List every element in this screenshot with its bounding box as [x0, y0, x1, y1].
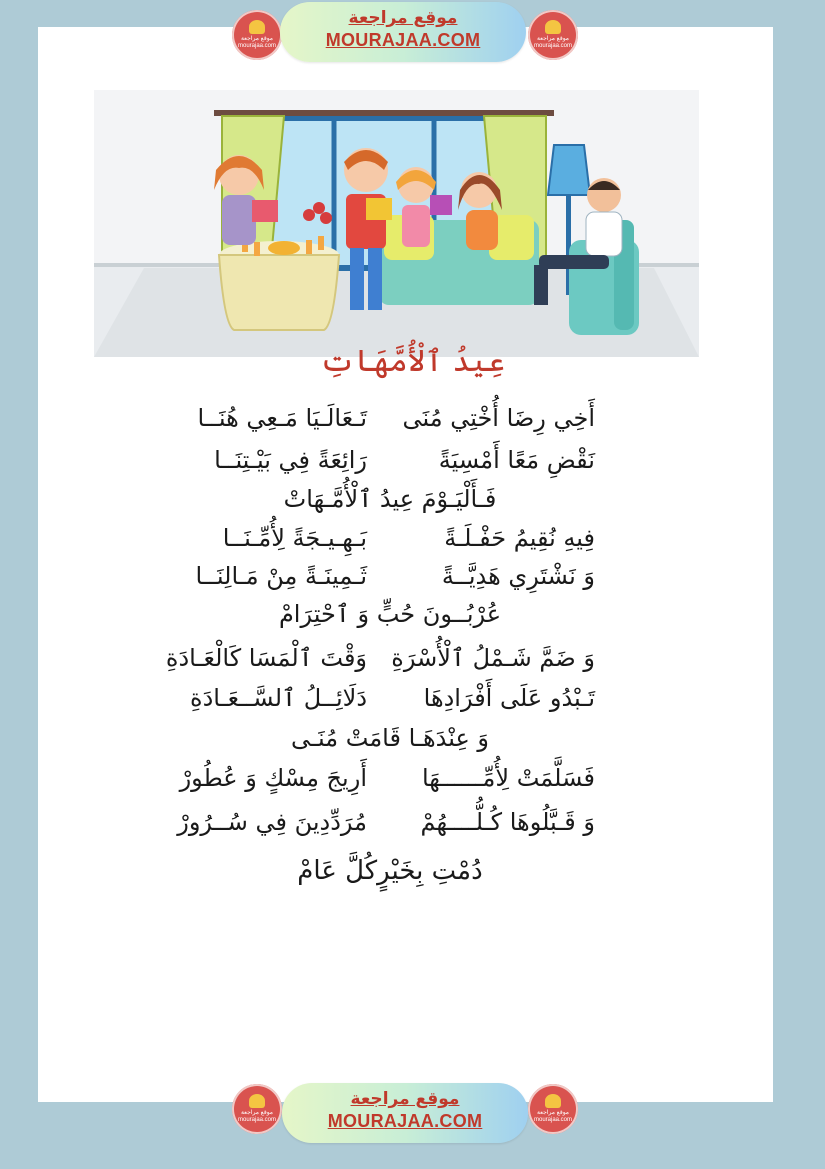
- verse-right: نَقْضِ مَعًا أَمْسِيَةً: [438, 446, 595, 474]
- site-logo-badge: [232, 10, 282, 60]
- verse-right: تَـبْدُو عَلَى أَفْرَادِهَا: [423, 684, 595, 712]
- site-banner-bottom[interactable]: [282, 1083, 528, 1143]
- badge-caption-ar: موقع مراجعة: [536, 36, 570, 42]
- verse-right: فَسَلَّمَتْ لِأُمِّــــــهَا: [421, 764, 595, 792]
- site-banner-top[interactable]: [280, 2, 526, 62]
- verse-refrain: دُمْتِ بِخَيْرٍكُلَّ عَامْ: [297, 856, 483, 886]
- badge-caption-ar: موقع مراجعة: [240, 36, 274, 42]
- verse-left: بَـهِـيـجَةً لِأُمِّـنَــا: [222, 524, 367, 552]
- book-icon: [545, 1094, 561, 1108]
- banner-arabic: موقع مراجعة: [348, 8, 458, 28]
- badge-caption-ar: موقع مراجعة: [240, 1110, 274, 1116]
- banner-latin: MOURAJAA.COM: [327, 1111, 483, 1131]
- verse-left: أَرِيجَ مِسْكٍ وَ عُطُورْ: [179, 764, 367, 792]
- badge-caption-en: mourajaa.com: [533, 1117, 572, 1123]
- verse-right: وَ قَـبَّلُوهَا كُـلُّــــهُمْ: [420, 808, 595, 836]
- banner-arabic: موقع مراجعة: [350, 1089, 460, 1109]
- verse-right: فِيهِ نُقِيمُ حَفْـلَـةً: [444, 524, 595, 552]
- verse-left: مُرَدِّدِينَ فِي سُــرُورْ: [177, 808, 367, 836]
- site-logo-badge: [232, 1084, 282, 1134]
- book-icon: [545, 20, 561, 34]
- verse-left: ثَـمِينَـةً مِنْ مَـالِنَــا: [195, 562, 367, 590]
- book-icon: [249, 20, 265, 34]
- badge-caption-ar: موقع مراجعة: [536, 1110, 570, 1116]
- verse-refrain: فَـأَلْيَـوْمَ عِيدُ ٱلْأُمَّـهَاتْ: [283, 485, 497, 513]
- book-icon: [249, 1094, 265, 1108]
- badge-caption-en: mourajaa.com: [237, 1117, 276, 1123]
- family-celebration-illustration: [94, 90, 699, 357]
- badge-caption-en: mourajaa.com: [237, 43, 276, 49]
- verse-left: تَـعَالَـيَا مَـعِي هُنَــا: [197, 404, 367, 432]
- site-logo-badge: [528, 10, 578, 60]
- verse-left: رَائِعَةً فِي بَيْـتِنَــا: [214, 446, 367, 474]
- verse-right: وَ ضَمَّ شَـمْلُ ٱلْأُسْرَةِ: [391, 644, 595, 672]
- banner-latin: MOURAJAA.COM: [325, 30, 481, 50]
- verse-right: وَ نَشْتَرِي هَدِيَّــةً: [441, 562, 595, 590]
- badge-caption-en: mourajaa.com: [533, 43, 572, 49]
- verse-right: أَخِي رِضَا أُخْتِي مُنَى: [402, 404, 595, 432]
- verse-refrain: عُرْبُــونَ حُبٍّ وَ ٱحْتِرَامْ: [278, 600, 502, 628]
- verse-refrain: وَ عِنْدَهَـا قَامَتْ مُنَـى: [291, 724, 489, 752]
- verse-left: دَلَائِــلُ ٱلسَّــعَـادَةِ: [190, 684, 367, 712]
- verse-left: وَقْتَ ٱلْمَسَا كَالْعَـادَةِ: [165, 644, 367, 672]
- site-logo-badge: [528, 1084, 578, 1134]
- poem-title: عِيدُ ٱلْأُمَّهَاتِ: [319, 344, 506, 379]
